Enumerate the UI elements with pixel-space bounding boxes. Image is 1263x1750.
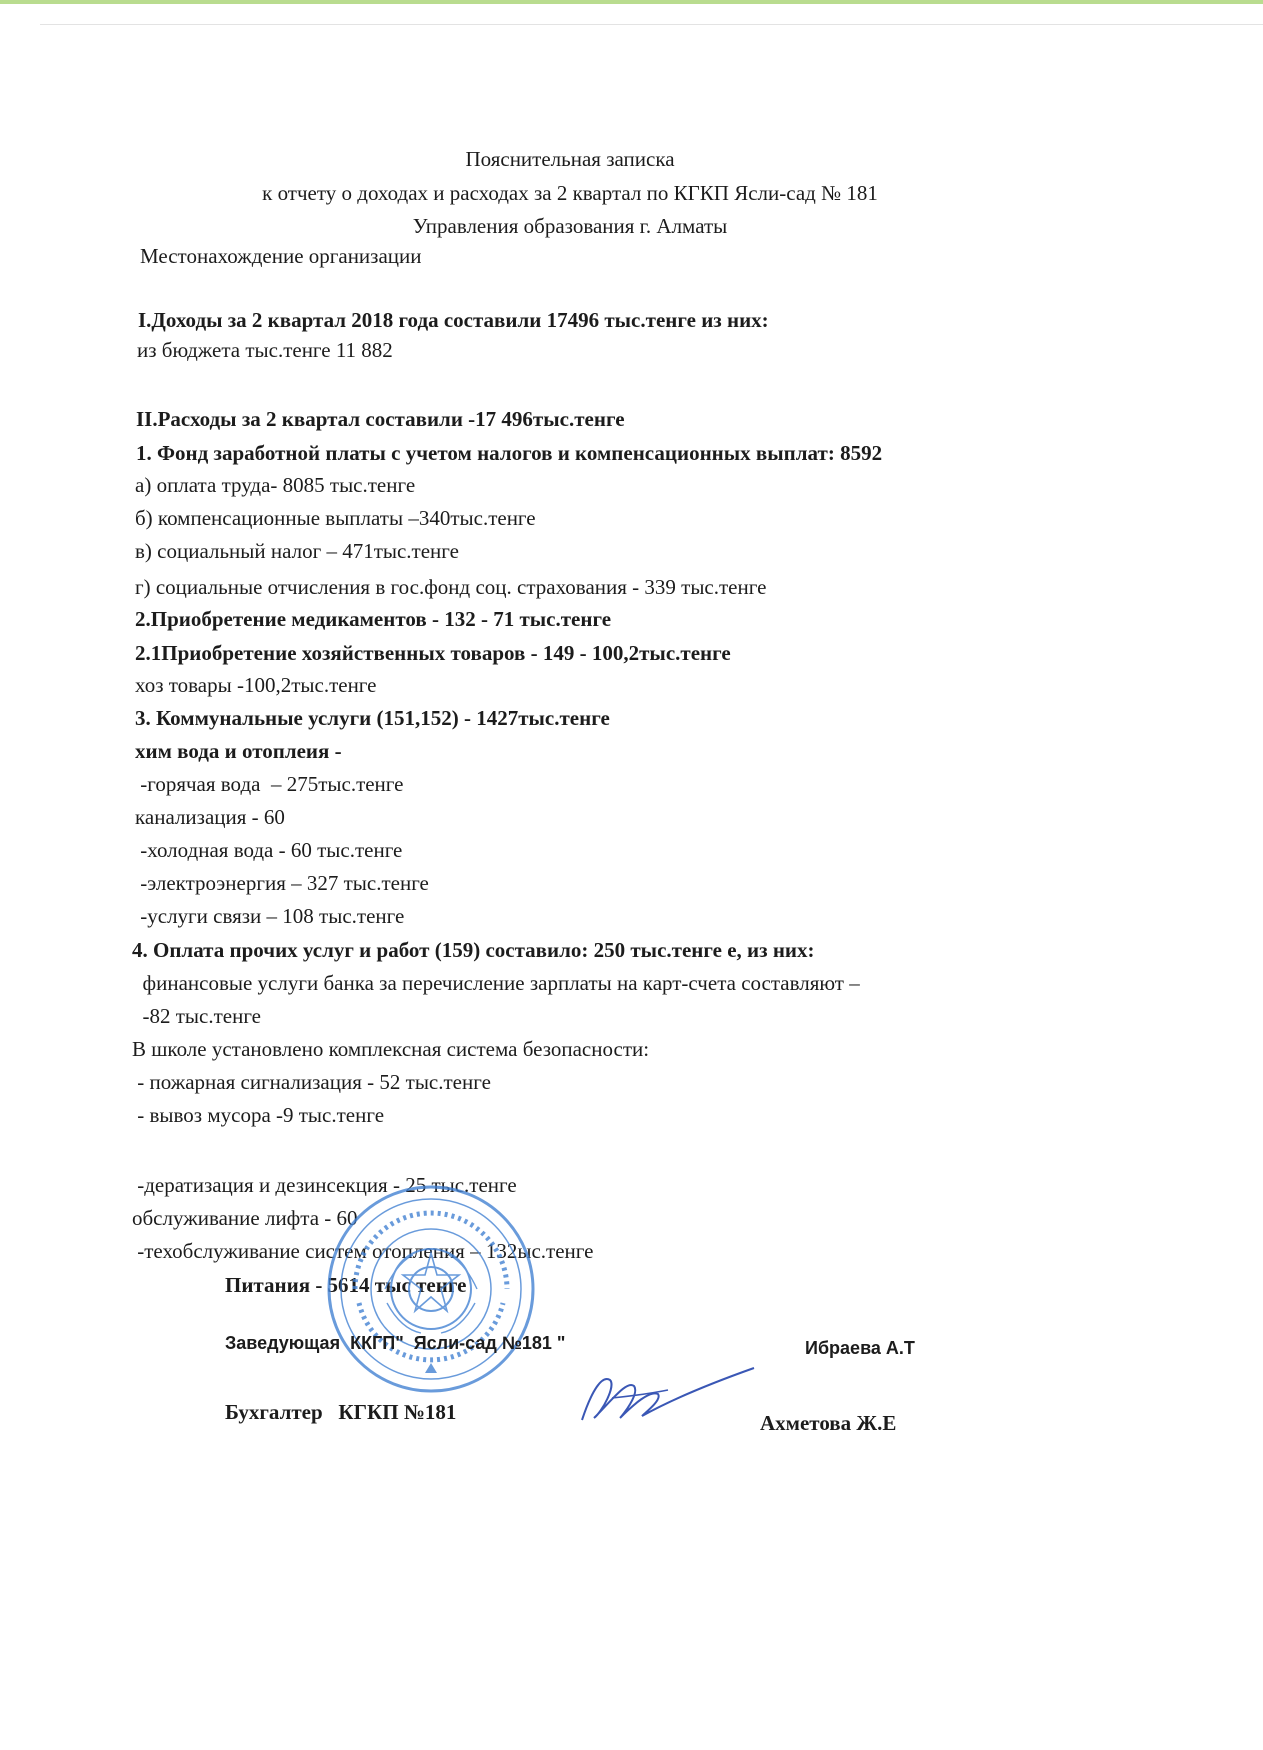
- other-item: - пожарная сигнализация - 52 тыс.тенге: [132, 1070, 491, 1094]
- doc-subtitle: к отчету о доходах и расходах за 2 квартал по КГКП Ясли-сад № 181: [262, 181, 878, 205]
- other-heading: 4. Оплата прочих услуг и работ (159) составило: 250 тыс.тенге е, из них:: [132, 938, 815, 962]
- other-item: финансовые услуги банка за перечисление зарплаты на карт-счета составляют –: [132, 971, 860, 995]
- other-item: -дератизация и дезинсекция - 25 тыс.тенге: [132, 1173, 517, 1197]
- seal-stamp: [325, 1183, 537, 1395]
- payroll-item: б) компенсационные выплаты –340тыс.тенге: [135, 506, 536, 530]
- utilities-heading: 3. Коммунальные услуги (151,152) - 1427тыс.тенге: [135, 706, 610, 730]
- accountant-name: Ахметова Ж.Е: [760, 1411, 897, 1435]
- payroll-item: г) социальные отчисления в гос.фонд соц. страхования - 339 тыс.тенге: [135, 575, 767, 599]
- scan-edge: [0, 0, 1263, 4]
- payroll-item: а) оплата труда- 8085 тыс.тенге: [135, 473, 416, 497]
- utilities-item: -горячая вода – 275тыс.тенге: [135, 772, 404, 796]
- utilities-item: канализация - 60: [135, 805, 285, 829]
- doc-org: Управления образования г. Алматы: [412, 214, 728, 238]
- head-name: Ибраева А.Т: [805, 1338, 915, 1358]
- doc-title: Пояснительная записка: [465, 147, 675, 171]
- household-item: хоз товары -100,2тыс.тенге: [135, 673, 377, 697]
- accountant-title: Бухгалтер КГКП №181: [225, 1400, 457, 1424]
- expenses-heading: II.Расходы за 2 квартал составили -17 496тыс.тенге: [136, 407, 625, 431]
- medicine-line: 2.Приобретение медикаментов - 132 - 71 тыс.тенге: [135, 607, 612, 631]
- income-budget: из бюджета тыс.тенге 11 882: [137, 338, 393, 362]
- other-item: В школе установлено комплексная система безопасности:: [132, 1037, 650, 1061]
- utilities-subheading: хим вода и отоплеия -: [135, 739, 342, 763]
- head-title: Заведующая ККГП" Ясли-сад №181 ": [225, 1333, 566, 1353]
- other-item: -техобслуживание систем отопления – 132ыс.тенге: [132, 1239, 594, 1263]
- other-item: -82 тыс.тенге: [132, 1004, 261, 1028]
- scan-line: [40, 24, 1263, 25]
- utilities-item: -холодная вода - 60 тыс.тенге: [135, 838, 403, 862]
- household-heading: 2.1Приобретение хозяйственных товаров - 149 - 100,2тыс.тенге: [135, 641, 731, 665]
- payroll-heading: 1. Фонд заработной платы с учетом налогов и компенсационных выплат: 8592: [136, 441, 883, 465]
- income-heading: I.Доходы за 2 квартал 2018 года составили 17496 тыс.тенге из них:: [138, 308, 769, 332]
- other-item: обслуживание лифта - 60: [132, 1206, 358, 1230]
- payroll-item: в) социальный налог – 471тыс.тенге: [135, 539, 459, 563]
- utilities-item: -электроэнергия – 327 тыс.тенге: [135, 871, 429, 895]
- food-line: Питания - 5614 тыс тенге: [225, 1273, 467, 1297]
- utilities-item: -услуги связи – 108 тыс.тенге: [135, 904, 405, 928]
- doc-location: Местонахождение организации: [140, 244, 422, 268]
- other-item: - вывоз мусора -9 тыс.тенге: [132, 1103, 385, 1127]
- handwritten-signature: [572, 1360, 762, 1435]
